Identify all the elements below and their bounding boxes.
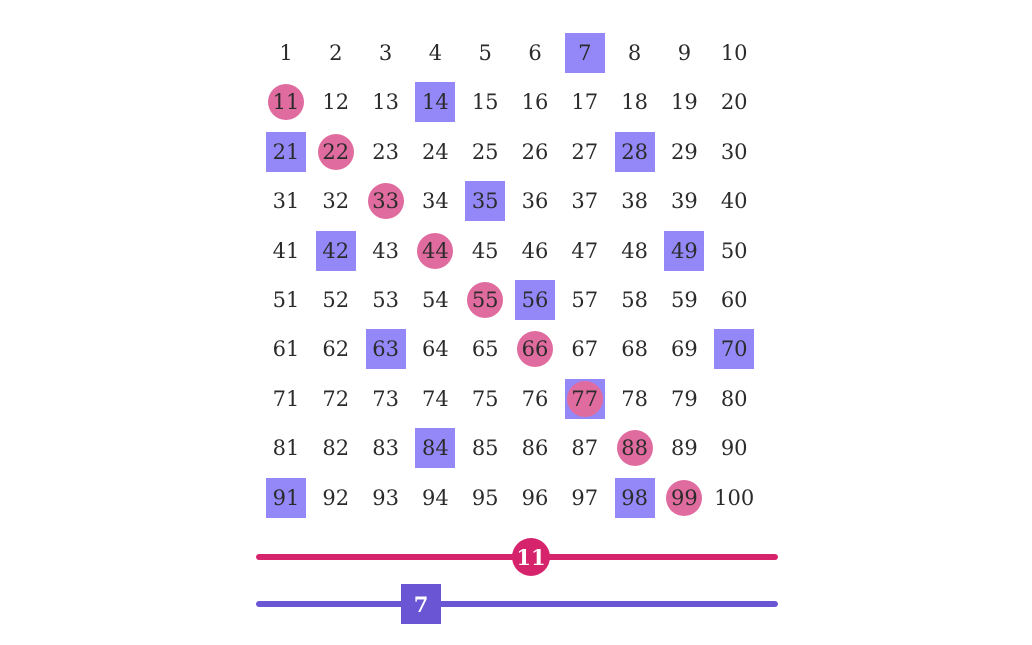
grid-cell bbox=[366, 132, 406, 172]
grid-cell bbox=[615, 379, 655, 419]
grid-cell bbox=[366, 428, 406, 468]
grid-cell bbox=[415, 181, 455, 221]
grid-cell bbox=[565, 280, 605, 320]
grid-number: 26 bbox=[521, 139, 549, 164]
grid-number: 36 bbox=[521, 189, 549, 214]
grid-cell bbox=[316, 82, 356, 122]
grid-number: 24 bbox=[422, 139, 449, 164]
grid-cell bbox=[465, 82, 505, 122]
grid-cell bbox=[515, 132, 555, 172]
grid-number: 71 bbox=[272, 386, 300, 411]
grid-number: 51 bbox=[272, 288, 300, 312]
grid-number: 81 bbox=[272, 436, 300, 461]
grid-number: 99 bbox=[671, 485, 698, 510]
grid-number: 63 bbox=[372, 337, 399, 362]
grid-number: 10 bbox=[720, 41, 748, 65]
grid-number: 84 bbox=[422, 436, 449, 461]
grid-number: 44 bbox=[422, 238, 449, 263]
grid-number: 98 bbox=[621, 485, 648, 510]
grid-cell bbox=[266, 379, 306, 419]
grid-cell bbox=[316, 428, 356, 468]
grid-number: 57 bbox=[571, 288, 599, 312]
grid-cell bbox=[615, 329, 655, 369]
grid-cell bbox=[565, 231, 605, 271]
grid-cell bbox=[565, 181, 605, 221]
grid-number: 13 bbox=[372, 90, 399, 115]
grid-cell bbox=[415, 428, 455, 468]
grid-cell bbox=[316, 33, 356, 73]
grid-cell bbox=[316, 181, 356, 221]
grid-cell bbox=[664, 82, 704, 122]
grid-number: 28 bbox=[621, 139, 648, 164]
grid-number: 90 bbox=[720, 436, 748, 461]
grid-number: 94 bbox=[422, 485, 449, 510]
grid-cell bbox=[664, 231, 704, 271]
slider-thumb[interactable]: 11 bbox=[512, 538, 550, 576]
slider-track[interactable] bbox=[256, 601, 778, 607]
grid-number: 30 bbox=[720, 139, 748, 164]
grid-cell bbox=[366, 280, 406, 320]
grid-cell bbox=[664, 33, 704, 73]
grid-number: 72 bbox=[322, 386, 350, 411]
grid-cell bbox=[316, 280, 356, 320]
grid-number: 82 bbox=[322, 436, 350, 461]
grid-cell bbox=[664, 132, 704, 172]
grid-number: 69 bbox=[671, 337, 698, 362]
grid-number: 96 bbox=[521, 485, 549, 510]
grid-number: 2 bbox=[329, 41, 343, 65]
grid-cell bbox=[465, 478, 505, 518]
grid-cell bbox=[714, 428, 754, 468]
grid-cell bbox=[565, 33, 605, 73]
grid-cell bbox=[465, 181, 505, 221]
grid-cell bbox=[465, 231, 505, 271]
grid-cell bbox=[465, 329, 505, 369]
grid-cell bbox=[565, 379, 605, 419]
grid-cell bbox=[316, 478, 356, 518]
grid-number: 87 bbox=[571, 436, 599, 461]
grid-number: 54 bbox=[422, 288, 449, 312]
grid-number: 48 bbox=[621, 238, 648, 263]
grid-cell bbox=[664, 329, 704, 369]
grid-cell bbox=[615, 33, 655, 73]
grid-cell bbox=[714, 181, 754, 221]
grid-cell bbox=[415, 231, 455, 271]
grid-cell bbox=[565, 82, 605, 122]
grid-number: 31 bbox=[272, 189, 300, 214]
grid-number: 45 bbox=[471, 238, 499, 263]
grid-number: 35 bbox=[471, 189, 499, 214]
grid-number: 67 bbox=[571, 337, 599, 362]
grid-cell bbox=[565, 428, 605, 468]
grid-cell bbox=[664, 428, 704, 468]
grid-number: 38 bbox=[621, 189, 648, 214]
grid-cell bbox=[415, 33, 455, 73]
grid-cell bbox=[515, 82, 555, 122]
grid-number: 83 bbox=[372, 436, 399, 461]
grid-cell bbox=[515, 181, 555, 221]
grid-number: 3 bbox=[378, 41, 393, 65]
grid-number: 37 bbox=[571, 189, 599, 214]
grid-cell bbox=[615, 478, 655, 518]
grid-cell bbox=[415, 82, 455, 122]
grid-cell bbox=[515, 33, 555, 73]
grid-cell bbox=[316, 132, 356, 172]
grid-cell bbox=[565, 478, 605, 518]
grid-number: 7 bbox=[578, 41, 592, 65]
circle-multiple-slider[interactable] bbox=[256, 537, 778, 577]
grid-number: 9 bbox=[677, 41, 692, 65]
grid-number: 33 bbox=[372, 189, 399, 214]
grid-cell bbox=[515, 478, 555, 518]
grid-cell bbox=[415, 478, 455, 518]
grid-number: 79 bbox=[671, 386, 698, 411]
grid-cell bbox=[316, 231, 356, 271]
grid-cell bbox=[515, 379, 555, 419]
grid-number: 41 bbox=[272, 238, 300, 263]
grid-cell bbox=[465, 280, 505, 320]
grid-number: 11 bbox=[272, 90, 300, 115]
grid-number: 19 bbox=[671, 90, 698, 115]
grid-cell bbox=[266, 428, 306, 468]
grid-cell bbox=[266, 181, 306, 221]
grid-cell bbox=[316, 379, 356, 419]
grid-number: 34 bbox=[422, 189, 449, 214]
grid-cell bbox=[266, 33, 306, 73]
grid-number: 59 bbox=[671, 288, 698, 312]
grid-number: 27 bbox=[571, 139, 599, 164]
grid-number: 58 bbox=[621, 288, 648, 312]
grid-number: 17 bbox=[571, 90, 599, 115]
grid-cell bbox=[714, 280, 754, 320]
grid-number: 29 bbox=[671, 139, 698, 164]
grid-cell bbox=[515, 280, 555, 320]
grid-number: 61 bbox=[272, 337, 300, 362]
grid-cell bbox=[615, 132, 655, 172]
grid-number: 47 bbox=[571, 238, 599, 263]
grid-cell bbox=[415, 132, 455, 172]
grid-cell bbox=[266, 478, 306, 518]
grid-cell bbox=[266, 329, 306, 369]
grid-number: 53 bbox=[372, 288, 399, 312]
grid-cell bbox=[714, 231, 754, 271]
grid-number: 88 bbox=[621, 436, 648, 461]
grid-number: 52 bbox=[322, 288, 350, 312]
grid-cell bbox=[615, 428, 655, 468]
grid-number: 20 bbox=[720, 90, 748, 115]
grid-cell bbox=[366, 33, 406, 73]
grid-number: 14 bbox=[422, 90, 449, 115]
square-multiple-slider[interactable] bbox=[256, 584, 778, 624]
grid-cell bbox=[615, 280, 655, 320]
grid-cell bbox=[515, 231, 555, 271]
grid-number: 55 bbox=[471, 288, 499, 312]
grid-number: 15 bbox=[471, 90, 499, 115]
grid-cell bbox=[714, 132, 754, 172]
grid-number: 62 bbox=[322, 337, 350, 362]
grid-cell bbox=[266, 132, 306, 172]
grid-cell bbox=[515, 329, 555, 369]
grid-number: 76 bbox=[521, 386, 549, 411]
grid-number: 93 bbox=[372, 485, 399, 510]
grid-number: 23 bbox=[372, 139, 399, 164]
grid-cell bbox=[266, 231, 306, 271]
grid-number: 49 bbox=[671, 238, 698, 263]
grid-cell bbox=[664, 478, 704, 518]
grid-cell bbox=[664, 181, 704, 221]
grid-cell bbox=[465, 33, 505, 73]
grid-cell bbox=[714, 478, 754, 518]
grid-cell bbox=[366, 181, 406, 221]
grid-number: 100 bbox=[714, 485, 755, 510]
grid-number: 77 bbox=[571, 386, 599, 411]
grid-number: 40 bbox=[720, 189, 748, 214]
grid-cell bbox=[366, 478, 406, 518]
grid-cell bbox=[415, 280, 455, 320]
grid-number: 85 bbox=[471, 436, 499, 461]
grid-cell bbox=[565, 329, 605, 369]
grid-number: 60 bbox=[720, 288, 748, 312]
grid-cell bbox=[515, 428, 555, 468]
grid-number: 91 bbox=[272, 485, 300, 510]
grid-cell bbox=[565, 132, 605, 172]
grid-number: 21 bbox=[272, 139, 300, 164]
grid-cell bbox=[316, 329, 356, 369]
grid-number: 74 bbox=[422, 386, 449, 411]
slider-thumb[interactable]: 7 bbox=[401, 584, 441, 624]
grid-cell bbox=[366, 329, 406, 369]
grid-number: 97 bbox=[571, 485, 599, 510]
grid-number: 12 bbox=[322, 90, 350, 115]
grid-number: 39 bbox=[671, 189, 698, 214]
grid-number: 22 bbox=[322, 139, 350, 164]
grid-cell bbox=[415, 329, 455, 369]
grid-cell bbox=[266, 82, 306, 122]
grid-cell bbox=[366, 379, 406, 419]
grid-number: 4 bbox=[428, 41, 443, 65]
grid-number: 73 bbox=[372, 386, 399, 411]
grid-cell bbox=[465, 428, 505, 468]
grid-cell bbox=[714, 33, 754, 73]
grid-cell bbox=[465, 132, 505, 172]
grid-number: 70 bbox=[720, 337, 748, 362]
grid-number: 92 bbox=[322, 485, 350, 510]
grid-cell bbox=[664, 379, 704, 419]
grid-number: 8 bbox=[627, 41, 642, 65]
grid-number: 46 bbox=[521, 238, 549, 263]
grid-number: 50 bbox=[720, 238, 748, 263]
grid-cell bbox=[465, 379, 505, 419]
grid-number: 1 bbox=[279, 41, 293, 65]
grid-number: 80 bbox=[720, 386, 748, 411]
grid-number: 89 bbox=[671, 436, 698, 461]
grid-cell bbox=[615, 231, 655, 271]
grid-cell bbox=[714, 82, 754, 122]
grid-cell bbox=[615, 82, 655, 122]
grid-cell bbox=[615, 181, 655, 221]
grid-number: 5 bbox=[478, 41, 492, 65]
grid-number: 32 bbox=[322, 189, 350, 214]
grid-number: 95 bbox=[471, 485, 499, 510]
grid-number: 86 bbox=[521, 436, 549, 461]
grid-number: 42 bbox=[322, 238, 350, 263]
grid-number: 6 bbox=[528, 41, 542, 65]
grid-number: 78 bbox=[621, 386, 648, 411]
grid-number: 56 bbox=[521, 288, 549, 312]
grid-number: 16 bbox=[521, 90, 549, 115]
grid-cell bbox=[714, 379, 754, 419]
grid-cell bbox=[714, 329, 754, 369]
grid-number: 68 bbox=[621, 337, 648, 362]
grid-cell bbox=[664, 280, 704, 320]
grid-number: 66 bbox=[521, 337, 549, 362]
grid-number: 75 bbox=[471, 386, 499, 411]
grid-number: 43 bbox=[372, 238, 399, 263]
grid-cell bbox=[366, 82, 406, 122]
grid-cell bbox=[366, 231, 406, 271]
grid-number: 18 bbox=[621, 90, 648, 115]
grid-number: 64 bbox=[422, 337, 449, 362]
grid-number: 25 bbox=[471, 139, 499, 164]
grid-cell bbox=[266, 280, 306, 320]
grid-cell bbox=[415, 379, 455, 419]
grid-number: 65 bbox=[471, 337, 499, 362]
